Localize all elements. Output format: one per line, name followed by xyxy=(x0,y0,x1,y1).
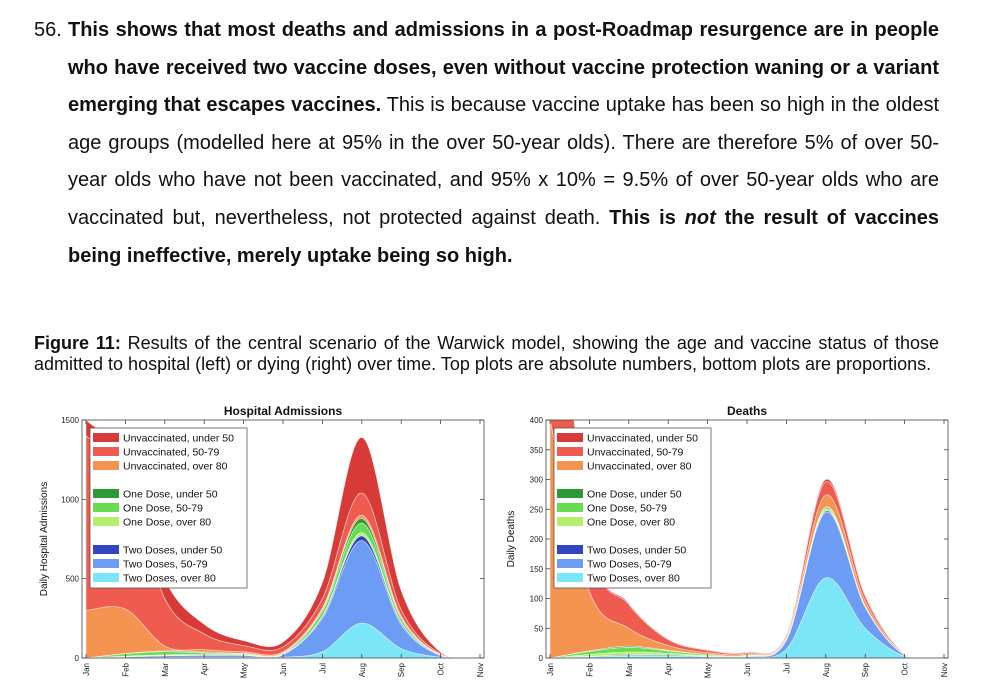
y-tick-label: 0 xyxy=(538,654,543,663)
x-tick-label: Mar xyxy=(624,663,634,677)
y-tick-label: 100 xyxy=(529,594,543,604)
figure-caption xyxy=(34,333,939,375)
legend-label: Two Doses, 50-79 xyxy=(587,558,672,571)
legend xyxy=(90,428,247,588)
x-tick-label: Jul xyxy=(318,663,328,674)
legend-swatch-unvaccinated-under-50 xyxy=(557,433,583,442)
x-tick-label: Feb xyxy=(121,663,131,677)
y-tick-label: 500 xyxy=(65,574,79,584)
x-tick-label: Oct xyxy=(436,663,446,676)
chart-svg-1 xyxy=(500,400,952,681)
legend-label: One Dose, under 50 xyxy=(123,488,218,501)
chart-title: Deaths xyxy=(726,404,768,418)
y-tick-label: 300 xyxy=(529,475,543,485)
x-tick-label: Nov xyxy=(476,663,485,678)
legend-label: Unvaccinated, over 80 xyxy=(587,460,692,473)
chart-title: Hospital Admissions xyxy=(223,404,343,418)
paragraph-body xyxy=(68,12,939,275)
legend-swatch-two-doses-over-80 xyxy=(93,573,119,582)
legend-swatch-unvaccinated-under-50 xyxy=(93,433,119,442)
legend-label: Unvaccinated, under 50 xyxy=(587,432,698,445)
paragraph-56 xyxy=(34,12,939,275)
y-tick-label: 50 xyxy=(534,624,543,634)
bold-tail-2: the result of vaccines being ineffective, merely uptake being so high. xyxy=(68,206,940,267)
legend-label: Unvaccinated, under 50 xyxy=(123,432,234,445)
bold-italic-not: not xyxy=(684,206,716,229)
legend-label: One Dose, 50-79 xyxy=(123,502,203,515)
legend-label: Two Doses, under 50 xyxy=(587,544,687,557)
x-tick-label: May xyxy=(703,663,713,679)
caption-text: Results of the central scenario of the Warwick model, showing the age and vaccine status of those admitted to hospital (left) or dying (right) over time. Top plots are absolute numbers, bottom plots are proportions. xyxy=(34,333,940,374)
y-tick-label: 1000 xyxy=(61,495,79,505)
x-tick-label: Mar xyxy=(160,663,170,677)
x-tick-label: Aug xyxy=(821,663,831,678)
legend-swatch-two-doses-over-80 xyxy=(557,573,583,582)
legend-swatch-one-dose-over-80 xyxy=(93,517,119,526)
legend-label: Unvaccinated, over 80 xyxy=(123,460,228,473)
x-tick-label: Sep xyxy=(861,663,871,678)
legend-swatch-unvaccinated-over-80 xyxy=(93,461,119,470)
legend-label: Unvaccinated, 50-79 xyxy=(587,446,684,459)
x-tick-label: Apr xyxy=(664,663,674,676)
bold-lead: This shows that most deaths and admissions in a post-Roadmap resurgence are in people who have received two vaccine doses, even without vaccine protection waning or a variant emerging that escapes vaccines. xyxy=(68,19,939,117)
x-tick-label: Nov xyxy=(940,663,949,678)
legend-label: One Dose, over 80 xyxy=(123,516,212,529)
x-tick-label: Jun xyxy=(279,663,288,676)
y-tick-label: 400 xyxy=(529,416,543,425)
chart-svg-0 xyxy=(36,400,488,681)
y-tick-label: 350 xyxy=(529,445,543,455)
legend-swatch-two-doses-under-50 xyxy=(557,545,583,554)
y-tick-label: 200 xyxy=(529,535,543,544)
legend-label: Two Doses, over 80 xyxy=(123,572,216,585)
legend-swatch-unvaccinated-50-79 xyxy=(557,447,583,456)
y-tick-label: 0 xyxy=(74,654,79,663)
legend-label: Two Doses, 50-79 xyxy=(123,558,208,571)
x-tick-label: Sep xyxy=(397,663,407,678)
legend-label: One Dose, over 80 xyxy=(587,516,676,529)
legend-swatch-unvaccinated-over-80 xyxy=(557,461,583,470)
legend-swatch-one-dose-over-80 xyxy=(557,517,583,526)
deaths-chart xyxy=(500,400,952,681)
paragraph-text: This is because vaccine uptake has been so high in the oldest age groups (modelled here at 95% in the over 50-year olds). There are therefore 5% of over 50-year olds who have not been vaccinated, and 95% x 10% = 9.5% of over 50-year olds who are vaccinated but, nevertheless, not protected against death. xyxy=(68,94,940,229)
legend-label: Unvaccinated, 50-79 xyxy=(123,446,220,459)
legend-swatch-one-dose-50-79 xyxy=(557,503,583,512)
legend xyxy=(554,428,711,588)
legend-swatch-one-dose-under-50 xyxy=(93,489,119,498)
x-tick-label: Feb xyxy=(585,663,595,677)
y-axis-label: Daily Hospital Admissions xyxy=(39,481,50,597)
paragraph-number: 56. xyxy=(34,19,62,41)
legend-swatch-two-doses-under-50 xyxy=(93,545,119,554)
caption-label: Figure 11: xyxy=(34,333,121,353)
x-tick-label: Oct xyxy=(900,663,910,676)
x-tick-label: Jul xyxy=(782,663,792,674)
x-tick-label: Jan xyxy=(82,663,91,676)
hospital-admissions-chart xyxy=(36,400,488,681)
x-tick-label: Jan xyxy=(546,663,555,676)
x-tick-label: Apr xyxy=(200,663,210,676)
legend-label: One Dose, under 50 xyxy=(587,488,682,501)
legend-label: Two Doses, under 50 xyxy=(123,544,223,557)
x-tick-label: Aug xyxy=(357,663,367,678)
y-tick-label: 1500 xyxy=(61,416,79,425)
legend-swatch-two-doses-50-79 xyxy=(557,559,583,568)
legend-swatch-one-dose-50-79 xyxy=(93,503,119,512)
bold-tail-1: This is xyxy=(609,206,685,229)
y-axis-label: Daily Deaths xyxy=(506,510,517,568)
legend-swatch-unvaccinated-50-79 xyxy=(93,447,119,456)
legend-swatch-two-doses-50-79 xyxy=(93,559,119,568)
x-tick-label: May xyxy=(239,663,249,679)
legend-label: One Dose, 50-79 xyxy=(587,502,667,515)
y-tick-label: 150 xyxy=(529,564,543,574)
legend-label: Two Doses, over 80 xyxy=(587,572,680,585)
y-tick-label: 250 xyxy=(529,505,543,515)
legend-swatch-one-dose-under-50 xyxy=(557,489,583,498)
x-tick-label: Jun xyxy=(743,663,752,676)
